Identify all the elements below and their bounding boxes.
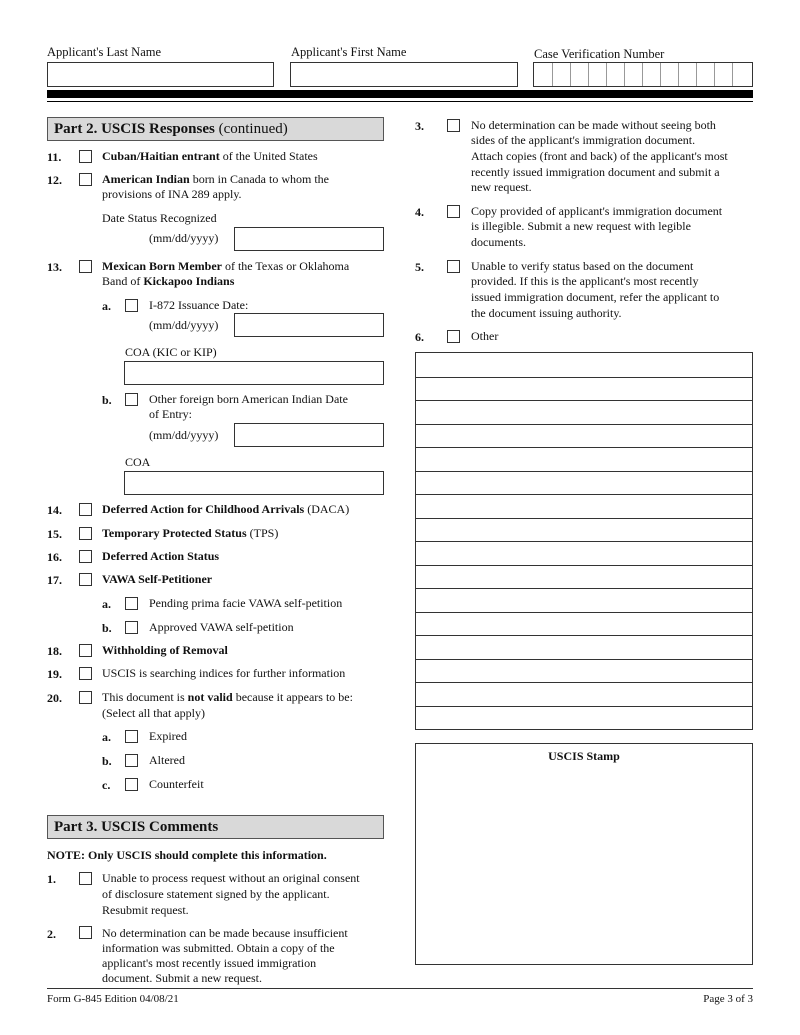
item-12-label-line2: provisions of INA 289 apply. [102,187,242,201]
item-13a-date-format: (mm/dd/yyyy) [149,318,219,332]
item-18-number: 18. [47,644,62,658]
item-20-label-line2: (Select all that apply) [102,706,205,720]
case-number-label: Case Verification Number [534,47,665,61]
item-13a-coa-field[interactable] [124,361,384,385]
other-comment-rule [416,518,752,519]
comment-2-line1: No determination can be made because insufficient [102,926,348,940]
item-17a-label: Pending prima facie VAWA self-petition [149,596,343,610]
item-20a-label: Expired [149,729,187,743]
uscis-stamp-box [415,743,753,965]
item-20b-label: Altered [149,753,185,767]
item-17b-label: Approved VAWA self-petition [149,620,294,634]
other-comment-rule [416,471,752,472]
comment-2-line4: document. Submit a new request. [102,971,262,985]
item-12-label: American Indian born in Canada to whom the [102,172,329,186]
item-13b-date-format: (mm/dd/yyyy) [149,428,219,442]
other-comment-rule [416,541,752,542]
comment-3-line1: No determination can be made without seeing both [471,118,716,132]
other-comment-rule [416,424,752,425]
item-12-number: 12. [47,173,62,187]
item-11-label: Cuban/Haitian entrant of the United States [102,149,318,163]
header-divider-thin [47,101,753,102]
item-20-number: 20. [47,691,62,705]
comment-3-line2: sides of the applicant's immigration document. [471,133,696,147]
other-comment-rule [416,447,752,448]
item-13b-coa-label: COA [125,455,151,469]
item-17-checkbox[interactable] [79,573,92,586]
footer-form-edition: Form G-845 Edition 04/08/21 [47,993,179,1005]
comment-4-number: 4. [415,205,424,219]
last-name-label: Applicant's Last Name [47,45,162,59]
item-20a-letter: a. [102,730,111,744]
item-16-checkbox[interactable] [79,550,92,563]
item-13a-letter: a. [102,299,111,313]
uscis-stamp-label: USCIS Stamp [548,749,620,763]
comment-5-number: 5. [415,260,424,274]
item-13b-label-line2: of Entry: [149,407,192,421]
first-name-field[interactable] [290,62,518,87]
item-13a-checkbox[interactable] [125,299,138,312]
comment-1-line1: Unable to process request without an original consent [102,871,360,885]
comment-5-line3: issued immigration document, refer the applicant to [471,290,720,304]
part2-title: Part 2. USCIS Responses (continued) [47,117,384,141]
item-13-label: Mexican Born Member of the Texas or Oklahoma [102,259,350,273]
item-13b-checkbox[interactable] [125,393,138,406]
item-18-checkbox[interactable] [79,644,92,657]
item-12-checkbox[interactable] [79,173,92,186]
item-15-checkbox[interactable] [79,527,92,540]
comment-1-line2: of disclosure statement signed by the applicant. [102,887,330,901]
comment-4-line3: documents. [471,235,526,249]
item-17a-letter: a. [102,597,111,611]
other-comment-rule [416,659,752,660]
item-20b-checkbox[interactable] [125,754,138,767]
other-comment-rule [416,377,752,378]
comment-6-label: Other [471,329,499,343]
item-12-date-field[interactable] [234,227,384,251]
comment-5-line4: the document issuing authority. [471,306,622,320]
comment-2-number: 2. [47,927,56,941]
item-16-label: Deferred Action Status [102,549,220,563]
item-13b-coa-field[interactable] [124,471,384,495]
footer-page-number: Page 3 of 3 [703,993,753,1005]
comment-3-number: 3. [415,119,424,133]
comment-5-line2: provided. If this is the applicant's most recently [471,274,699,288]
item-20-checkbox[interactable] [79,691,92,704]
comment-6-number: 6. [415,330,424,344]
item-15-number: 15. [47,527,62,541]
item-14-number: 14. [47,503,62,517]
comment-3-line5: new request. [471,180,532,194]
other-comment-rule [416,682,752,683]
first-name-label: Applicant's First Name [291,45,407,59]
comment-4-line1: Copy provided of applicant's immigration document [471,204,723,218]
item-19-label: USCIS is searching indices for further information [102,666,346,680]
item-13a-date-field[interactable] [234,313,384,337]
item-13a-coa-label: COA (KIC or KIP) [125,345,217,359]
comment-1-number: 1. [47,872,56,886]
comment-5-checkbox[interactable] [447,260,460,273]
item-20c-label: Counterfeit [149,777,204,791]
header-divider-thick [47,90,753,98]
item-14-checkbox[interactable] [79,503,92,516]
comment-4-line2: is illegible. Submit a new request with legible [471,219,691,233]
last-name-field[interactable] [47,62,274,87]
other-comment-rule [416,494,752,495]
other-comment-rule [416,612,752,613]
comment-2-line2: information was submitted. Obtain a copy of the [102,941,335,955]
comment-4-checkbox[interactable] [447,205,460,218]
part3-title: Part 3. USCIS Comments [47,815,384,839]
comment-3-line3: Attach copies (front and back) of the applicant's most [471,149,728,163]
item-16-number: 16. [47,550,62,564]
item-18-label: Withholding of Removal [102,643,228,657]
footer-divider [47,988,753,989]
item-11-checkbox[interactable] [79,150,92,163]
case-number-field[interactable] [533,62,753,87]
item-17-number: 17. [47,573,62,587]
item-14-label: Deferred Action for Childhood Arrivals (DACA) [102,502,350,516]
item-17b-letter: b. [102,621,112,635]
comment-2-checkbox[interactable] [79,926,92,939]
comment-2-line3: applicant's most recently issued immigration [102,956,317,970]
item-13b-label: Other foreign born American Indian Date [149,392,348,406]
comment-6-checkbox[interactable] [447,330,460,343]
item-15-label: Temporary Protected Status (TPS) [102,526,279,540]
comment-1-line3: Resubmit request. [102,903,189,917]
other-comments-lines[interactable] [415,352,753,730]
item-13-number: 13. [47,260,62,274]
part3-note: NOTE: Only USCIS should complete this information. [47,848,327,862]
comment-3-line4: recently issued immigration document and submit a [471,165,720,179]
other-comment-rule [416,565,752,566]
item-17b-checkbox[interactable] [125,621,138,634]
item-20c-letter: c. [102,778,111,792]
item-19-checkbox[interactable] [79,667,92,680]
item-13b-date-field[interactable] [234,423,384,447]
item-12-date-format: (mm/dd/yyyy) [149,231,219,245]
item-13a-label: I-872 Issuance Date: [149,298,249,312]
comment-5-line1: Unable to verify status based on the document [471,259,694,273]
item-17-label: VAWA Self-Petitioner [102,572,213,586]
item-11-number: 11. [47,150,62,164]
item-20b-letter: b. [102,754,112,768]
item-20c-checkbox[interactable] [125,778,138,791]
other-comment-rule [416,706,752,707]
item-12-date-label: Date Status Recognized [102,211,217,225]
item-13-label-line2: Band of Kickapoo Indians [102,274,235,288]
other-comment-rule [416,588,752,589]
comment-3-checkbox[interactable] [447,119,460,132]
item-13b-letter: b. [102,393,112,407]
other-comment-rule [416,400,752,401]
item-20-label: This document is not valid because it appears to be: [102,690,353,704]
item-20a-checkbox[interactable] [125,730,138,743]
item-19-number: 19. [47,667,62,681]
other-comment-rule [416,635,752,636]
item-17a-checkbox[interactable] [125,597,138,610]
item-13-checkbox[interactable] [79,260,92,273]
comment-1-checkbox[interactable] [79,872,92,885]
